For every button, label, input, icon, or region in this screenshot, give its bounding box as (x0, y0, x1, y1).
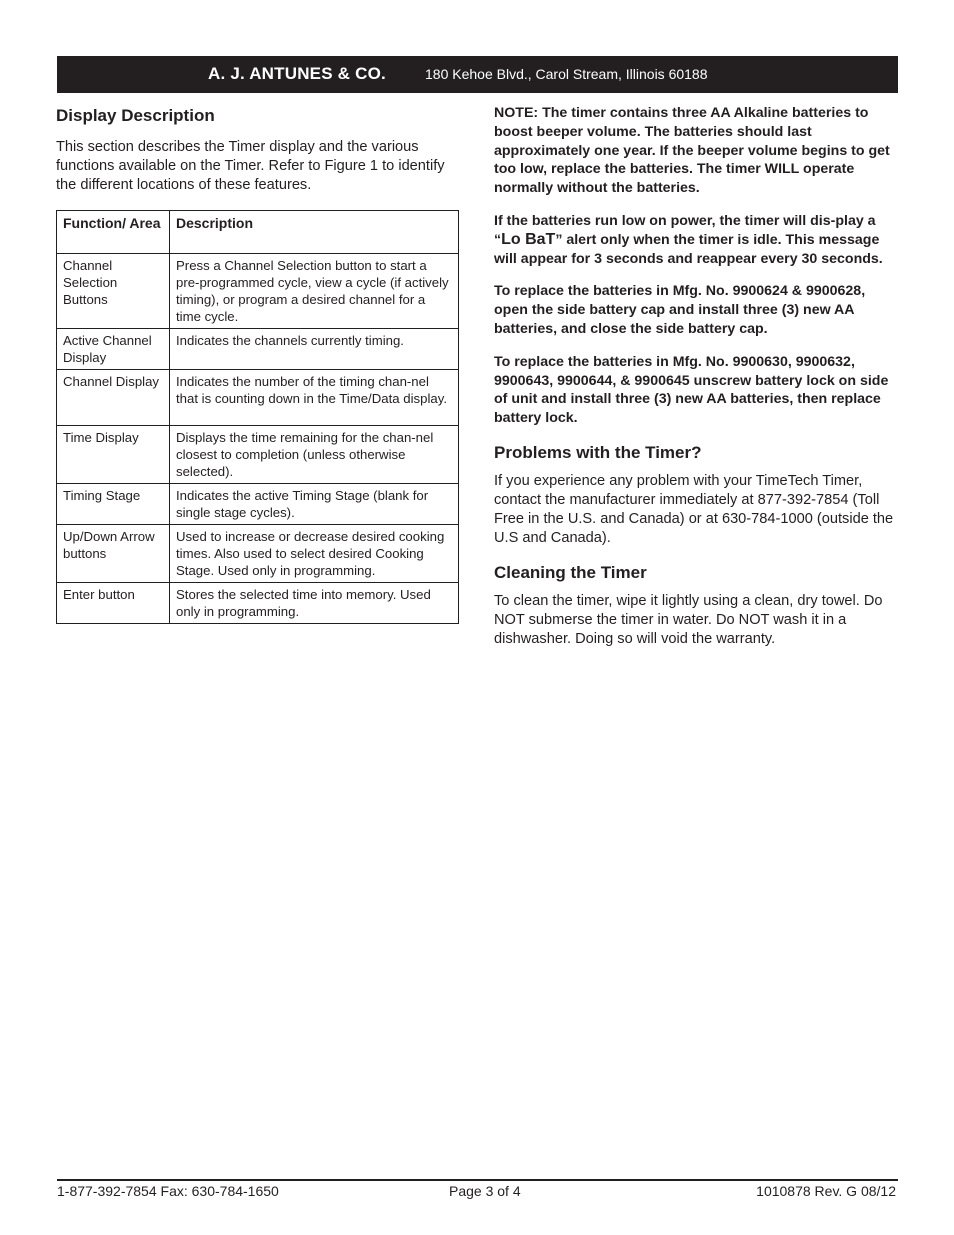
table-cell-description: Stores the selected time into memory. Used only in programming. (170, 583, 459, 624)
footer-page-number: Page 3 of 4 (449, 1183, 521, 1199)
table-cell-description: Indicates the active Timing Stage (blank for single stage cycles). (170, 484, 459, 525)
header-bar (57, 56, 898, 93)
table-row (57, 583, 459, 624)
table-header-description: Description (170, 211, 459, 254)
table-cell-description: Indicates the number of the timing chan-nel that is counting down in the Time/Data display. (170, 370, 459, 426)
table-cell-description: Displays the time remaining for the chan-nel closest to completion (unless otherwise selected). (170, 426, 459, 484)
table-cell-function: Time Display (57, 426, 170, 484)
low-battery-note (494, 212, 899, 268)
low-battery-note-start: If the batteries run low on power, the timer will dis-play a “ (494, 212, 876, 248)
footer-rule (57, 1179, 898, 1181)
table-row (57, 254, 459, 329)
table-cell-function: Timing Stage (57, 484, 170, 525)
table-cell-function: Active Channel Display (57, 329, 170, 370)
table-cell-function: Up/Down Arrow buttons (57, 525, 170, 583)
table-cell-description: Used to increase or decrease desired cooking times. Also used to select desired Cooking Stage. Used only in programming. (170, 525, 459, 583)
table-row (57, 484, 459, 525)
battery-note: NOTE: The timer contains three AA Alkaline batteries to boost beeper volume. The batteries should last approximately one year. If the beeper volume begins to get too low, replace the batteries. The timer WILL operate normally without the batteries. (494, 105, 890, 197)
right-column (494, 104, 899, 649)
battery-replace-note-2: To replace the batteries in Mfg. No. 9900630, 9900632, 9900643, 9900644, & 9900645 unscrew battery lock on side of unit and install three (3) new AA batteries, then replace battery lock. (494, 353, 889, 427)
table-row (57, 525, 459, 583)
function-table (56, 210, 459, 624)
table-cell-function: Channel Display (57, 370, 170, 426)
table-cell-description: Press a Channel Selection button to start a pre-programmed cycle, view a cycle (if actively timing), or program a desired channel for a time cycle. (170, 254, 459, 329)
table-cell-function: Enter button (57, 583, 170, 624)
problems-text: If you experience any problem with your TimeTech Timer, contact the manufacturer immediately at 877-392-7854 (Toll Free in the U.S. and Canada) or at 630-784-1000 (outside the U.S and Canada). (494, 472, 894, 546)
table-row (57, 370, 459, 426)
footer-doc-revision: 1010878 Rev. G 08/12 (756, 1183, 896, 1199)
company-name: A. J. ANTUNES & CO. (208, 64, 386, 83)
problems-heading: Problems with the Timer? (494, 442, 702, 462)
cleaning-heading: Cleaning the Timer (494, 562, 647, 582)
table-header-function: Function/ Area (57, 211, 170, 254)
table-row (57, 426, 459, 484)
low-battery-note-end: ” alert only when the timer is idle. This message will appear for 3 seconds and reappear every 30 seconds. (494, 231, 883, 267)
table-header-row (57, 211, 459, 254)
battery-replace-note-1: To replace the batteries in Mfg. No. 9900624 & 9900628, open the side battery cap and install three (3) new AA batteries, and close the side battery cap. (494, 283, 866, 337)
cleaning-text: To clean the timer, wipe it lightly using a clean, dry towel. Do NOT submerse the timer in water. Do NOT wash it in a dishwasher. Doing so will void the warranty. (494, 592, 883, 647)
table-cell-description: Indicates the channels currently timing. (170, 329, 459, 370)
table-cell-function: Channel Selection Buttons (57, 254, 170, 329)
display-description-intro: This section describes the Timer display and the various functions available on the Timer. Refer to Figure 1 to identify the different locations of these features. (56, 139, 445, 193)
left-column (56, 104, 459, 195)
company-address: 180 Kehoe Blvd., Carol Stream, Illinois 60188 (425, 66, 708, 82)
display-description-heading: Display Description (56, 106, 215, 125)
footer-phone: 1-877-392-7854 Fax: 630-784-1650 (57, 1183, 279, 1199)
lo-bat-alert-text: Lo BaT (501, 230, 556, 248)
table-row (57, 329, 459, 370)
